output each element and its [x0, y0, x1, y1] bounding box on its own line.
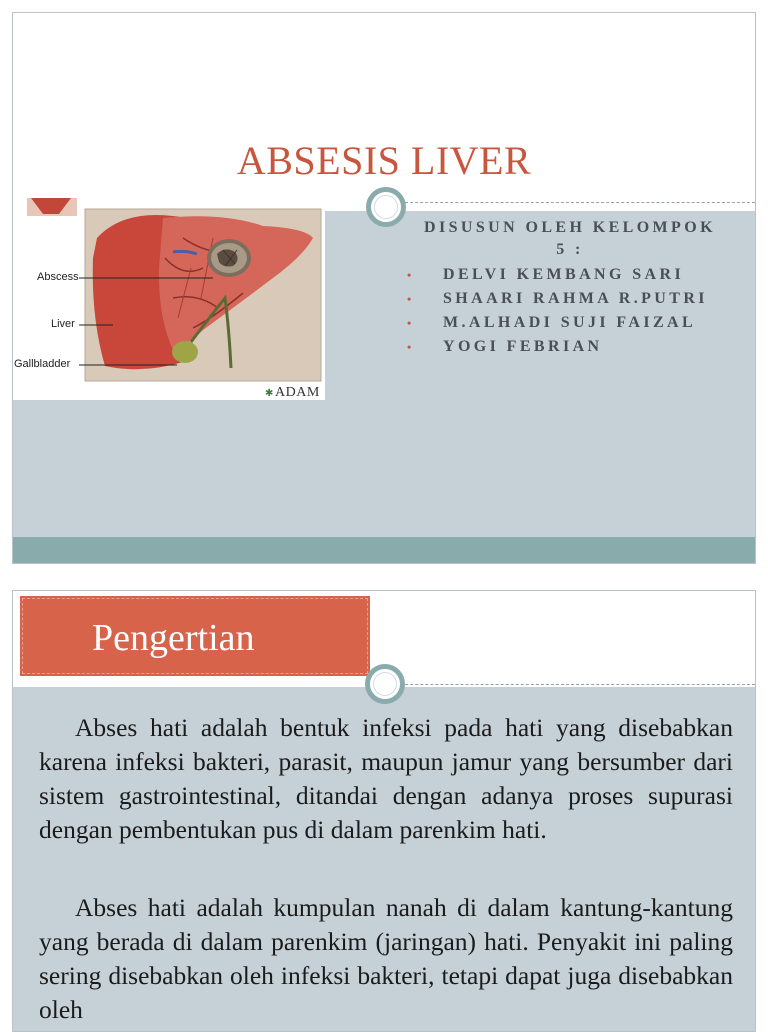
divider-ring-icon	[366, 187, 406, 227]
label-gallbladder: Gallbladder	[14, 358, 71, 370]
author-block	[405, 217, 735, 359]
authors-heading-line1: DISUSUN OLEH KELOMPOK	[424, 219, 716, 236]
adam-logo-icon: ✱	[265, 388, 274, 399]
definition-slide	[12, 590, 756, 1032]
author-name: M.ALHADI SUJI FAIZAL	[443, 314, 697, 331]
list-item	[405, 335, 735, 359]
divider-line	[405, 202, 755, 203]
list-item	[405, 263, 735, 287]
bullet-icon: •	[407, 268, 412, 282]
authors-heading	[405, 217, 735, 261]
divider-ring-icon	[365, 664, 405, 704]
definition-paragraph-2: Abses hati adalah kumpulan nanah di dalam kantung-kantung yang berada di dalam parenkim (jaringan) hati. Penyakit ini paling sering disebabkan oleh infeksi bakteri, tetapi dapat juga disebabkan oleh	[39, 893, 733, 1024]
label-abscess: Abscess	[37, 271, 79, 283]
section-heading: Pengertian	[92, 617, 255, 659]
list-item	[405, 311, 735, 335]
title-slide	[12, 12, 756, 564]
liver-abscess-illustration	[13, 198, 325, 400]
authors-heading-line2: 5 :	[556, 241, 584, 258]
bullet-icon: •	[407, 292, 412, 306]
author-list	[405, 263, 735, 359]
author-name: SHAARI RAHMA R.PUTRI	[443, 290, 708, 307]
bullet-icon: •	[407, 316, 412, 330]
bullet-icon: •	[407, 340, 412, 354]
section-heading-box	[20, 596, 370, 676]
author-name: YOGI FEBRIAN	[443, 338, 603, 355]
slide-title: ABSESIS LIVER	[236, 138, 532, 183]
definition-paragraph-1: Abses hati adalah bentuk infeksi pada hati yang disebabkan karena infeksi bakteri, parasit, maupun jamur yang bersumber dari sistem gastrointestinal, ditandai dengan adanya proses supurasi dengan pembentukan pus di dalam parenkim hati.	[39, 713, 733, 844]
author-name: DELVI KEMBANG SARI	[443, 266, 685, 283]
label-liver: Liver	[51, 318, 75, 330]
image-credit: ADAM	[275, 385, 320, 400]
bottom-accent-bar	[13, 537, 755, 563]
divider-line	[370, 684, 755, 685]
list-item	[405, 287, 735, 311]
